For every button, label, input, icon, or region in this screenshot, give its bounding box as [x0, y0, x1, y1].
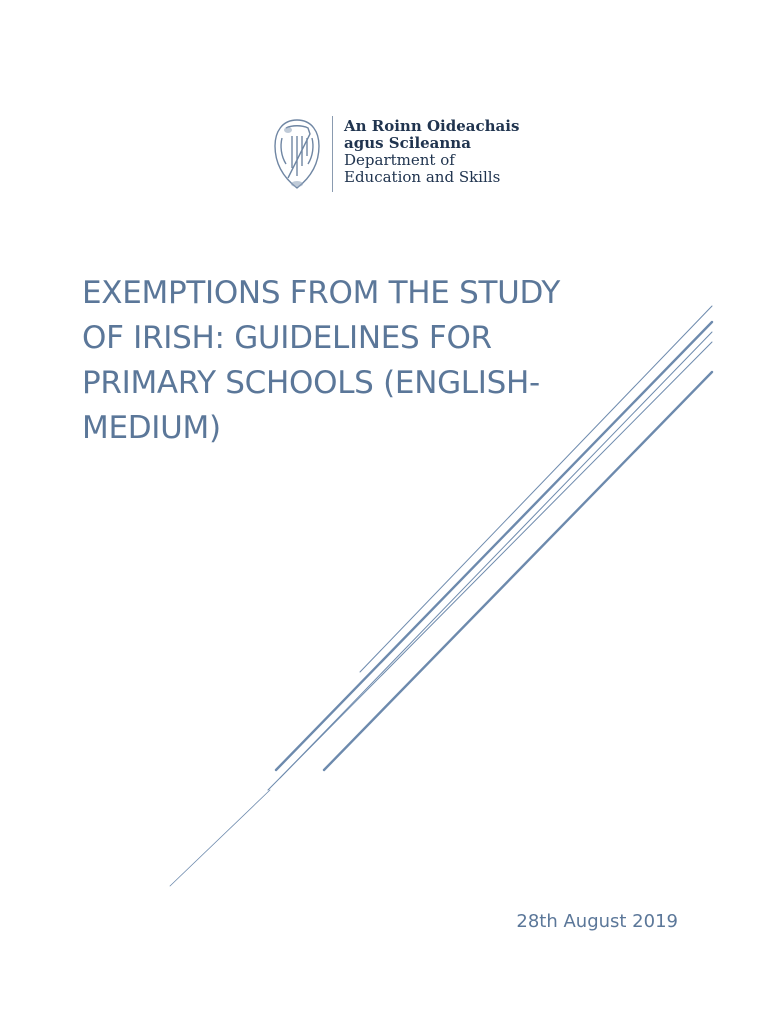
diagonal-line — [276, 322, 712, 770]
logo-english-line-1: Department of — [344, 151, 455, 169]
logo-english-line-2: Education and Skills — [344, 168, 501, 186]
publication-date: 28th August 2019 — [516, 911, 678, 932]
logo-irish-line-2: agus Scileanna — [344, 134, 471, 152]
title-line-4: MEDIUM) — [82, 410, 221, 446]
logo-irish-line-1: An Roinn Oideachais — [344, 117, 520, 135]
diagonal-line — [360, 306, 712, 672]
title-line-2: OF IRISH: GUIDELINES FOR — [82, 320, 492, 356]
diagonal-line — [268, 342, 712, 790]
diagonal-line — [324, 372, 712, 770]
diagonal-line — [280, 332, 712, 778]
title-line-1: EXEMPTIONS FROM THE STUDY — [82, 275, 561, 311]
title-line-3: PRIMARY SCHOOLS (ENGLISH- — [82, 365, 540, 401]
diagonal-line — [170, 790, 270, 886]
